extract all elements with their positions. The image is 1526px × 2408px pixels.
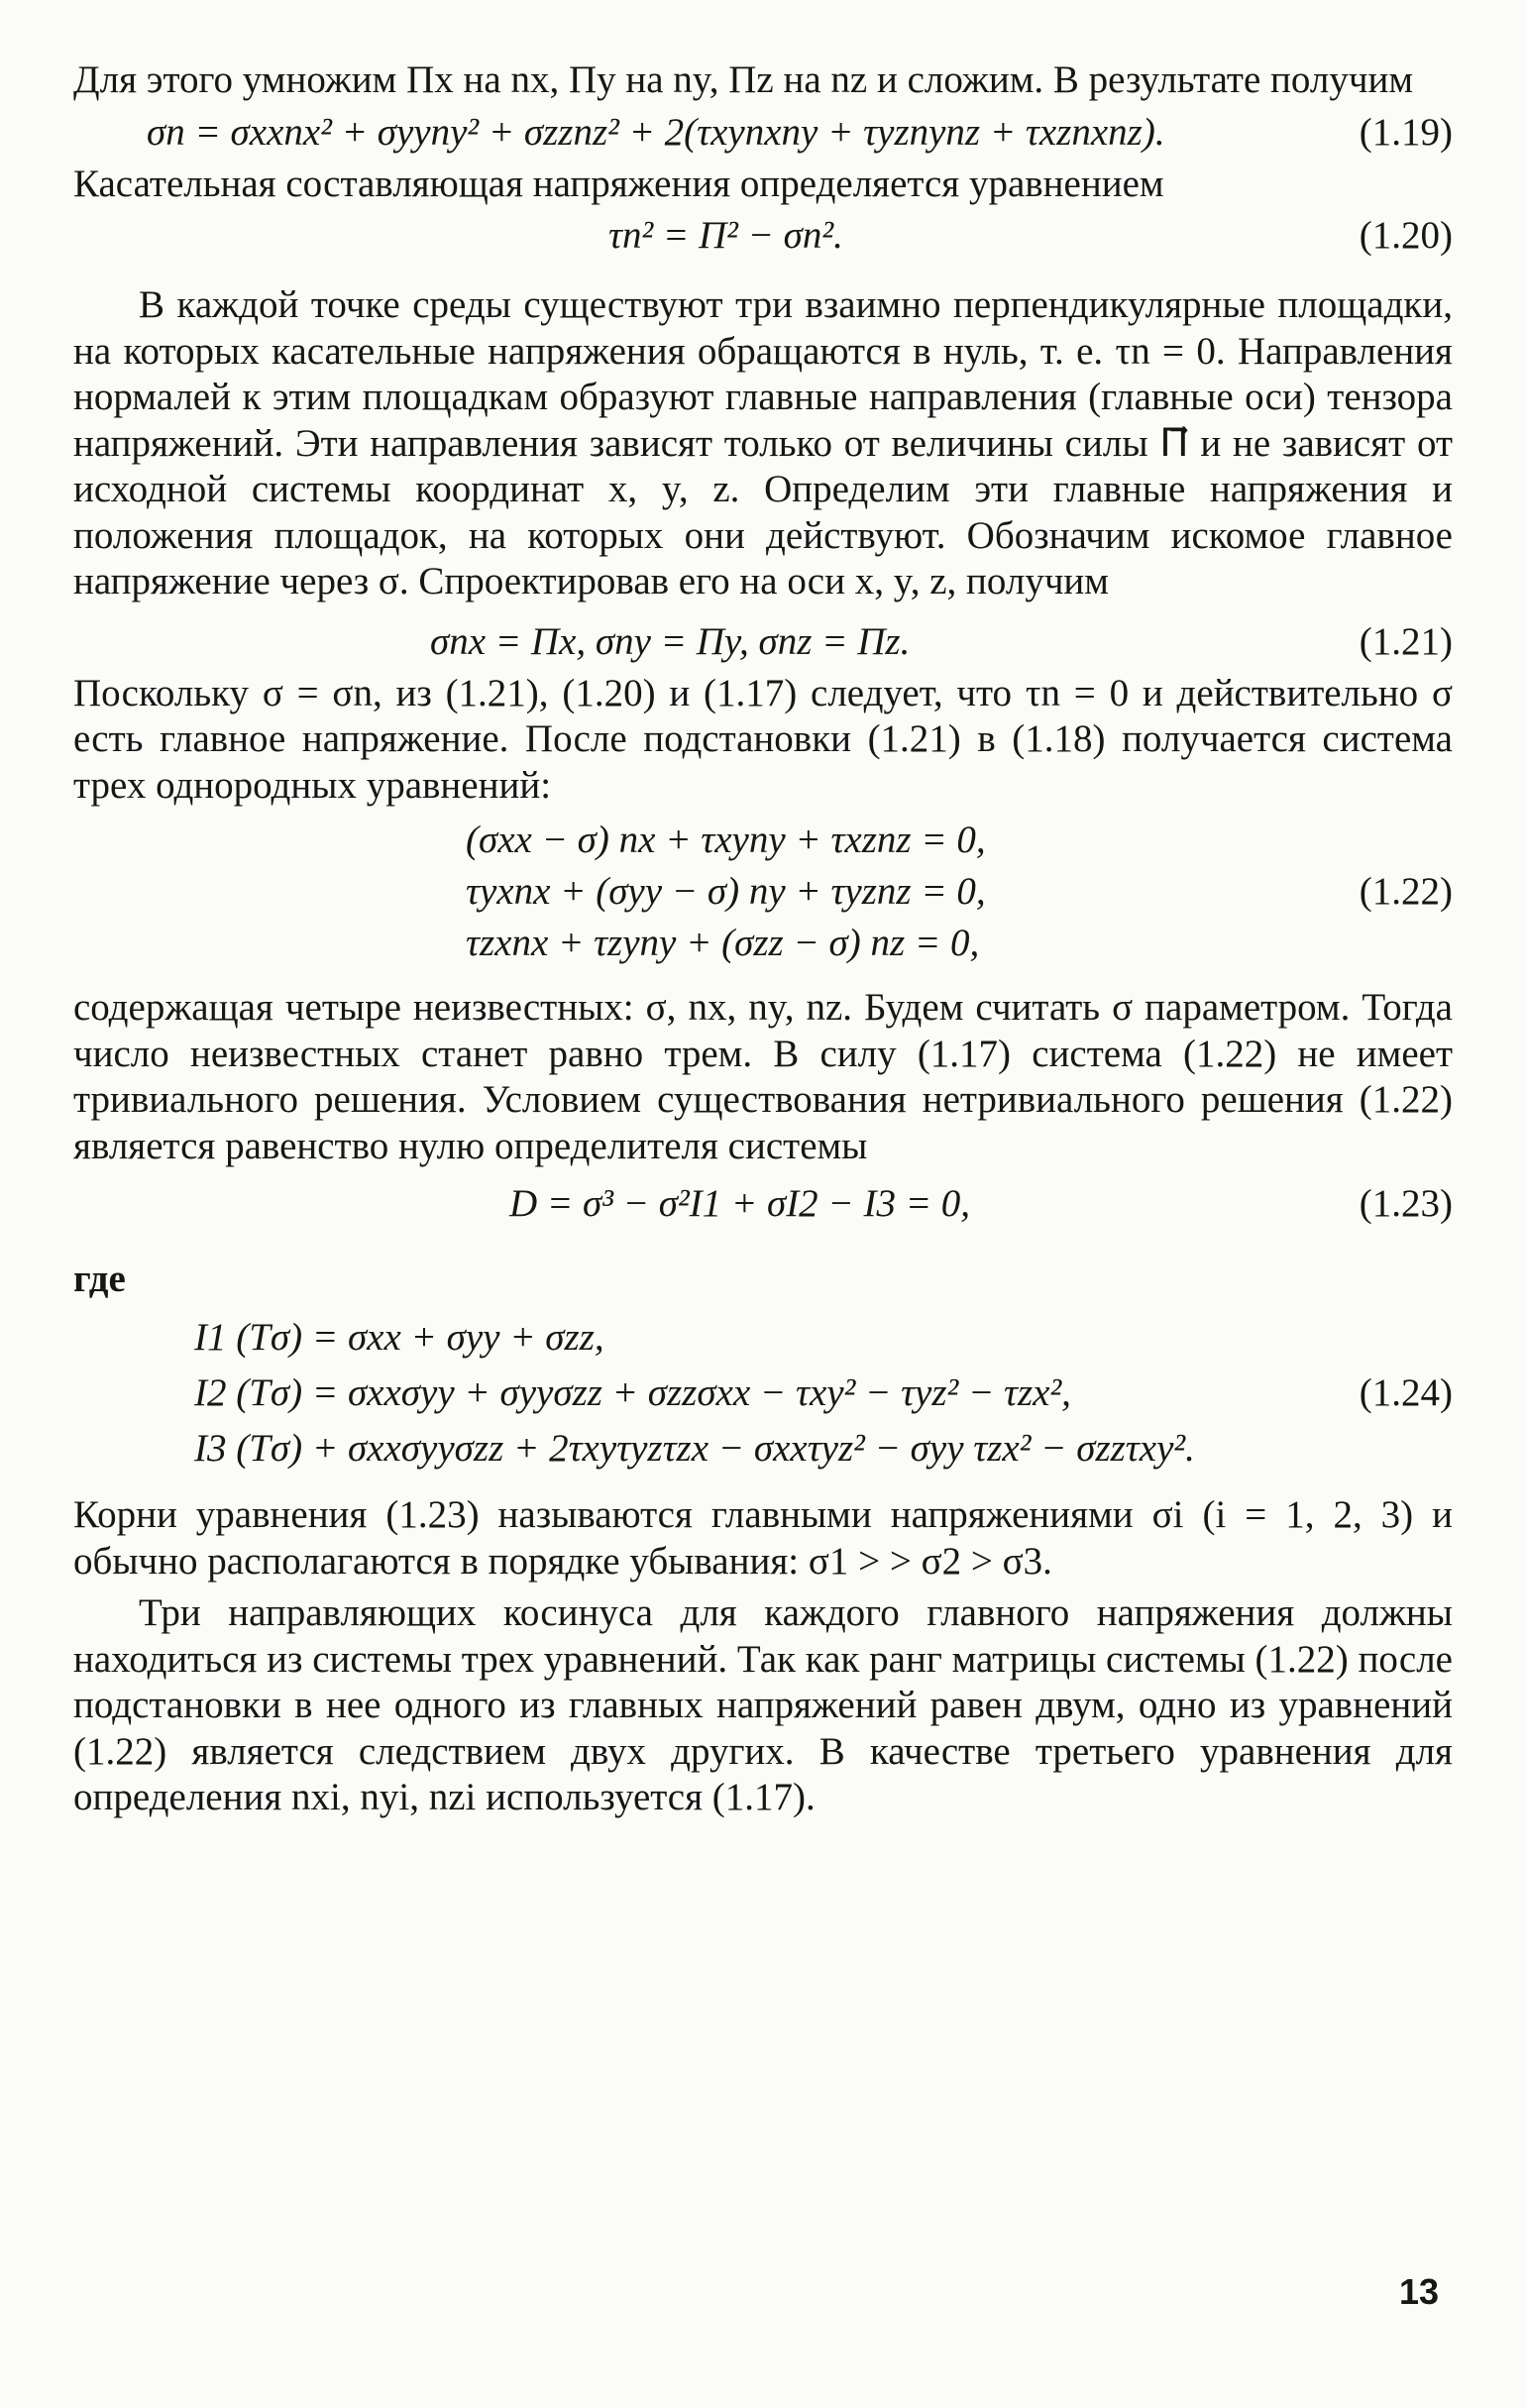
equation-1-21-number: (1.21) bbox=[1359, 619, 1453, 663]
equation-1-21-formula: σnx = Πx, σny = Πy, σnz = Πz. bbox=[430, 619, 911, 663]
paragraph-4: Поскольку σ = σn, из (1.21), (1.20) и (1.17) следует, что τn = 0 и действительно σ есть главное напряжение. После подстановки (1.21) в (1.18) получается система трех однородных уравнений: bbox=[73, 671, 1453, 807]
page-body bbox=[73, 57, 1453, 1821]
paragraph-3: В каждой точке среды существуют три взаимно перпендикулярные площадки, на которых касательные напряжения обращаются в нуль, т. е. τn = 0. Направления нормалей к этим площадкам образуют главные направления (главные оси) тензора напряжений. Эти направления зависят только от величины силы Π⃗ и не зависят от исходной системы координат x, y, z. Определим эти главные напряжения и положения площадок, на которых они действуют. Обозначим искомое главное напряжение через σ. Спроектировав его на оси x, y, z, получим bbox=[73, 283, 1453, 602]
equation-1-23-number: (1.23) bbox=[1359, 1182, 1453, 1225]
equation-1-22-line-2: τyxnx + (σyy − σ) ny + τyznz = 0, bbox=[466, 870, 986, 913]
equation-1-22 bbox=[73, 815, 1453, 969]
equation-1-24-line-2: I2 (Tσ) = σxxσyy + σyyσzz + σzzσxx − τxy² − τyz² − τzx², bbox=[194, 1371, 1071, 1414]
equation-1-20 bbox=[73, 207, 1453, 265]
paragraph-6: Корни уравнения (1.23) называются главными напряжениями σi (i = 1, 2, 3) и обычно располагаются в порядке убывания: σ1 > > σ2 > σ3. bbox=[73, 1493, 1453, 1583]
paragraph-5: содержащая четыре неизвестных: σ, nx, ny, nz. Будем считать σ параметром. Тогда число неизвестных станет равно трем. В силу (1.17) система (1.22) не имеет тривиального решения. Условием существования нетривиального решения (1.22) является равенство нулю определителя системы bbox=[73, 986, 1453, 1167]
paragraph-2: Касательная составляющая напряжения определяется уравнением bbox=[73, 162, 1164, 205]
paragraph-1: Для этого умножим Πx на nx, Πy на ny, Πz на nz и сложим. В результате получим bbox=[73, 58, 1413, 101]
equation-1-19 bbox=[73, 104, 1453, 162]
paragraph-7: Три направляющих косинуса для каждого главного напряжения должны находиться из системы трех уравнений. Так как ранг матрицы системы (1.22) после подстановки в нее одного из главных напряжений равен двум, одно из уравнений (1.22) является следствием двух других. В качестве третьего уравнения для определения nxi, nyi, nzi используется (1.17). bbox=[73, 1591, 1453, 1818]
equation-1-21 bbox=[73, 613, 1453, 671]
equation-1-23 bbox=[73, 1175, 1453, 1233]
equation-1-24-line-1: I1 (Tσ) = σxx + σyy + σzz, bbox=[194, 1316, 604, 1359]
equation-1-19-number: (1.19) bbox=[1359, 110, 1453, 154]
equation-1-19-formula: σn = σxxnx² + σyyny² + σzznz² + 2(τxynxny + τyznynz + τxznxnz). bbox=[147, 110, 1165, 154]
equation-1-24-line-3: I3 (Tσ) + σxxσyyσzz + 2τxyτyzτzx − σxxτyz² − σyy τzx² − σzzτxy². bbox=[194, 1427, 1195, 1470]
equation-1-20-formula: τn² = Π² − σn². bbox=[608, 214, 843, 257]
equation-1-24 bbox=[73, 1310, 1453, 1477]
equation-1-23-formula: D = σ³ − σ²I1 + σI2 − I3 = 0, bbox=[509, 1182, 971, 1225]
equation-1-22-line-1: (σxx − σ) nx + τxyny + τxznz = 0, bbox=[466, 819, 986, 861]
equation-1-24-number: (1.24) bbox=[1359, 1371, 1453, 1414]
equation-1-22-line-3: τzxnx + τzyny + (σzz − σ) nz = 0, bbox=[466, 922, 980, 964]
equation-1-22-number: (1.22) bbox=[1359, 870, 1453, 913]
equation-1-20-number: (1.20) bbox=[1359, 214, 1453, 257]
page-number: 13 bbox=[1398, 2271, 1439, 2312]
where-label: где bbox=[73, 1258, 126, 1300]
